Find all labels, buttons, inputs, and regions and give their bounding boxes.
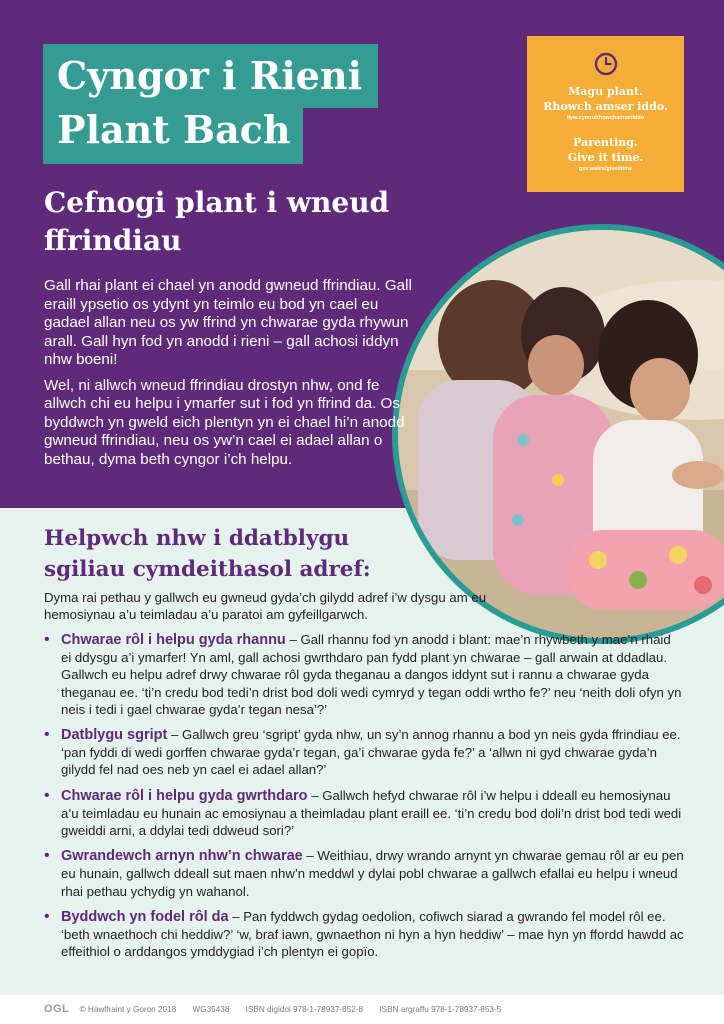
section-heading: Helpwch nhw i ddatblygu sgiliau cymdeithasol adref: <box>44 526 371 582</box>
bullet-dot: • <box>44 847 50 865</box>
campaign-badge <box>527 36 684 192</box>
section-lead: Dyma rai pethau y gallwch eu gwneud gyda’ch gilydd adref i’w dysgu am eu hemosiynau a’u teimladau a’u paratoi am gyfeillgarwch. <box>44 590 487 622</box>
badge-welsh-url[interactable]: llyw.cymru/rhowchamseriddo <box>566 115 645 121</box>
badge-welsh <box>527 84 684 123</box>
badge-english-line-2: Give it time. <box>567 151 644 164</box>
list-item <box>44 787 684 840</box>
list-item <box>44 631 684 718</box>
badge-english <box>527 135 684 174</box>
footer <box>0 995 724 1024</box>
intro-paragraph-2: Wel, ni allwch wneud ffrindiau drostyn nhw, ond fe allwch chi eu helpu i ymarfer sut i fod yn ffrind da. Os byddwch yn gweld eich plentyn yn ei chael hi’n anodd gwneud ffrindiau, neu os yw’n cael ei adael allan o bethau, dyma beth cyngor i’ch helpu. <box>44 376 405 468</box>
list-item <box>44 908 684 961</box>
list-item <box>44 847 684 900</box>
badge-welsh-line-1: Magu plant. <box>568 85 643 98</box>
list-item <box>44 726 684 779</box>
ogl-logo: OGL <box>44 1003 70 1015</box>
tip-heading: Gwrandewch arnyn nhw’n chwarae <box>61 848 303 865</box>
footer-isbn-digital: ISBN digidol 978-1-78937-852-8 <box>245 1005 364 1014</box>
bullet-dot: • <box>44 907 50 925</box>
title-line-2-box <box>43 104 303 164</box>
footer-text <box>44 1003 515 1015</box>
badge-english-line-1: Parenting. <box>573 136 638 149</box>
page-subtitle: Cefnogi plant i wneud ffrindiau <box>44 186 390 257</box>
intro-paragraph-1: Gall rhai plant ei chael yn anodd gwneud ffrindiau. Gall eraill ypsetio os ydynt yn teimlo eu bod yn cael eu gadael allan neu os yw ffrind yn chwarae gyda rhywun arall. Gall hyn fod yn anodd i rieni – gall achosi iddyn nhw boeni! <box>44 277 412 368</box>
tip-heading: Datblygu sgript <box>61 727 168 744</box>
children-photo <box>392 224 724 644</box>
bullet-dot: • <box>44 631 50 648</box>
tip-text: – Gallwch hefyd chwarae rôl i’w helpu i ddeall eu hemosiynau a’u teimladau eu hunain ac emosiynau a theimladau plant eraill ee. ‘ti’n credu bod doli’n drist bod tedi wedi gweiddi arni, a ddylai tedi ddweud sori?’ <box>61 787 682 839</box>
footer-ref: WG35438 <box>192 1005 230 1014</box>
page-title-line-1: Cyngor i Rieni <box>57 53 363 98</box>
tip-text: – Gallwch greu ‘sgript’ gyda nhw, un sy’n annog rhannu a bod yn neis gyda ffrindiau ee. ‘pan fyddi di wedi gorffen chwarae gyda’r tegan, ga’i chwarae gyda fe?’ a ‘allwn ni gyd chwarae gyda’n gilydd fel nad oes neb yn cael ei adael allan?’ <box>61 727 681 778</box>
tip-heading: Chwarae rôl i helpu gyda gwrthdaro <box>61 787 308 804</box>
tip-heading: Byddwch yn fodel rôl da <box>61 908 229 925</box>
badge-welsh-line-2: Rhowch amser iddo. <box>543 100 668 113</box>
bullet-dot: • <box>44 726 50 744</box>
bullet-dot: • <box>44 786 50 804</box>
clock-icon <box>594 52 618 76</box>
footer-isbn-print: ISBN argraffu 978-1-78937-853-5 <box>379 1005 502 1014</box>
footer-copyright: © Hawlfraint y Goron 2018 <box>79 1005 177 1014</box>
tip-text: – Gall rhannu fod yn anodd i blant: mae’n rhywbeth y mae’n rhaid ei ddysgu a’i ymarfer! Yn aml, gall achosi gwrthdaro pan fydd plant yn chwarae – gall arwain at ddadlau. Gallwch eu helpu adref drwy chwarae rôl gyda theganau a dangos iddynt sut i rannu a chwarae gyda theganau ee. ‘ti’n credu bod tedi’n drist bod doli wedi cymryd y tegan oddi wrtho fe?’ neu ‘neith doli ofyn yn neis i tedi i gael chwarae gyda’r tegan nesa’?’ <box>61 632 682 717</box>
tips-list <box>44 631 684 968</box>
tip-heading: Chwarae rôl i helpu gyda rhannu <box>61 632 286 648</box>
tip-text: – Pan fyddwch gydag oedolion, cofiwch siarad a gwrando fel model rôl ee. ‘beth wnaethoch chi heddiw?’ ‘w, braf iawn, gwnaethon ni hyn a hyn heddiw’ – mae hyn yn ffordd hawdd ac effeithiol o arddangos ymddygiad i’ch plentyn ei gopïo. <box>61 908 684 960</box>
intro-text <box>44 277 424 476</box>
page-title-line-2: Plant Bach <box>57 107 291 152</box>
title-line-1-box <box>43 44 378 108</box>
badge-english-url[interactable]: gov.wales/giveittime <box>578 166 633 172</box>
tip-text: – Weithiau, drwy wrando arnynt yn chwarae gemau rôl ar eu pen eu hunain, gallwch ddeall sut maen nhw’n meddwl y dylai pobl chwarae a gallwch efallai eu helpu i wneud rhai pethau ychydig yn wahanol. <box>61 848 684 899</box>
children-photo-illustration <box>398 230 724 644</box>
